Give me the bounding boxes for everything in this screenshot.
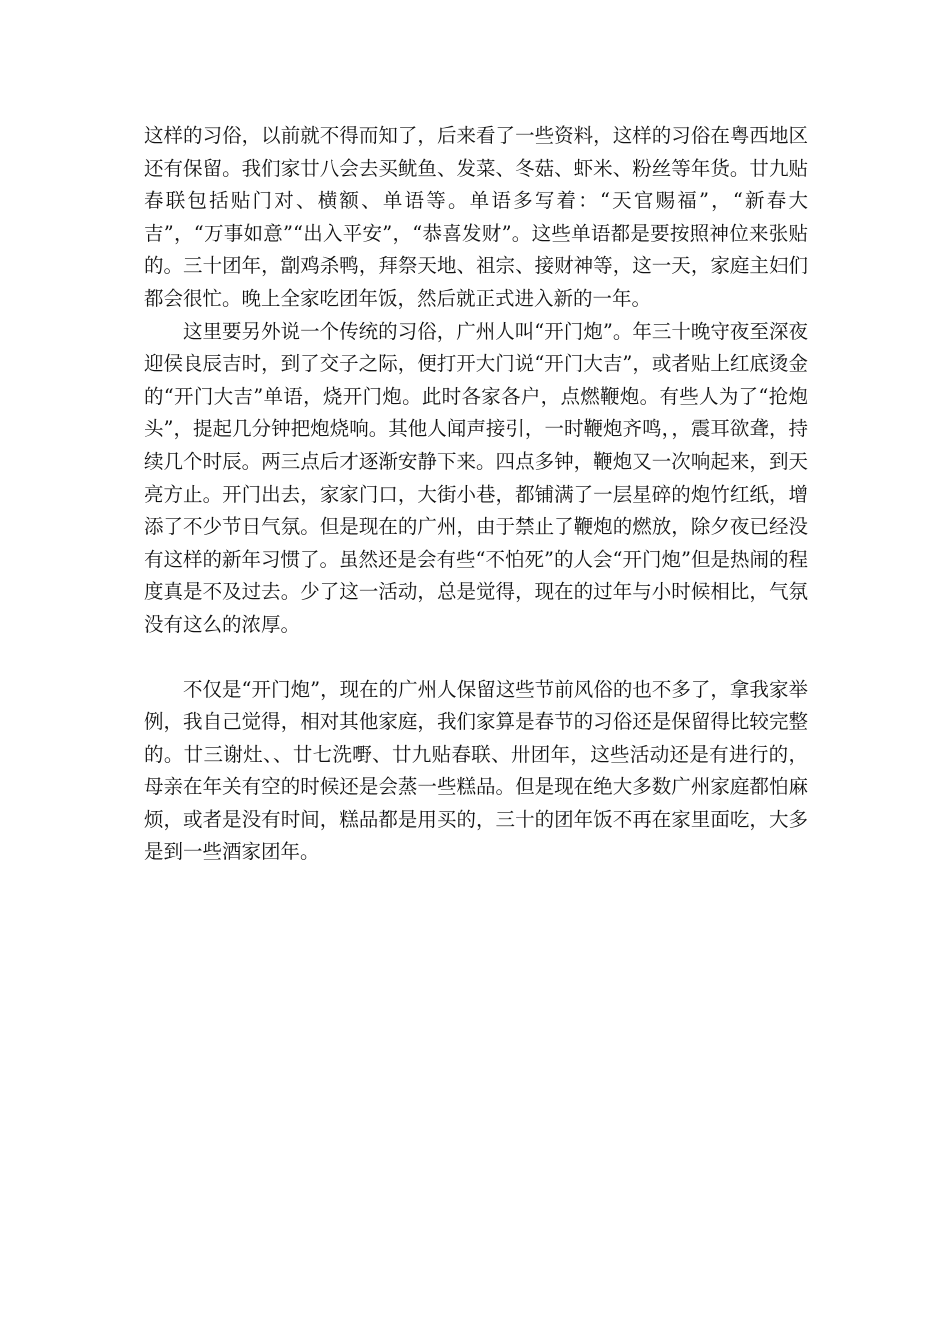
paragraph-kaimenpao: 这里要另外说一个传统的习俗，广州人叫“开门炮”。年三十晚守夜至深夜迎侯良辰吉时，到了交子之际，便打开大门说“开门大吉”，或者贴上红底烫金的“开门大吉”单语，烧开门炮。此时各家各户，点燃鞭炮。有些人为了“抢炮头”，提起几分钟把炮烧响。其他人闻声接引，一时鞭炮齐鸣，，震耳欲聋，持续几个时辰。两三点后才逐渐安静下来。四点多钟，鞭炮又一次响起来，到天亮方止。开门出去，家家门口，大街小巷，都铺满了一层星碎的炮竹红纸，增添了不少节日气氛。但是现在的广州，由于禁止了鞭炮的燃放，除夕夜已经没有这样的新年习惯了。虽然还是会有些“不怕死”的人会“开门炮”但是热闹的程度真是不及过去。少了这一活动，总是觉得，现在的过年与小时候相比，气氛没有这么的浓厚。 bbox=[144, 319, 808, 636]
document-body bbox=[144, 120, 808, 869]
paragraph-continuation: 这样的习俗，以前就不得而知了，后来看了一些资料，这样的习俗在粤西地区还有保留。我们家廿八会去买鱿鱼、发菜、冬菇、虾米、粉丝等年货。廿九贴春联包括贴门对、横额、单语等。单语多写着：“天官赐福”，“新春大吉”，“万事如意”“出入平安”，“恭喜发财”。这些单语都是要按照神位来张贴的。三十团年，劏鸡杀鸭，拜祭天地、祖宗、接财神等，这一天，家庭主妇们都会很忙。晚上全家吃团年饭，然后就正式进入新的一年。 bbox=[144, 124, 808, 310]
paragraph-customs-today: 不仅是“开门炮”，现在的广州人保留这些节前风俗的也不多了，拿我家举例，我自己觉得，相对其他家庭，我们家算是春节的习俗还是保留得比较完整的。廿三谢灶、、廿七洗嘢、廿九贴春联、卅团年，这些活动还是有进行的，母亲在年关有空的时候还是会蒸一些糕品。但是现在绝大多数广州家庭都怕麻烦，或者是没有时间，糕品都是用买的，三十的团年饭不再在家里面吃，大多是到一些酒家团年。 bbox=[144, 677, 808, 864]
